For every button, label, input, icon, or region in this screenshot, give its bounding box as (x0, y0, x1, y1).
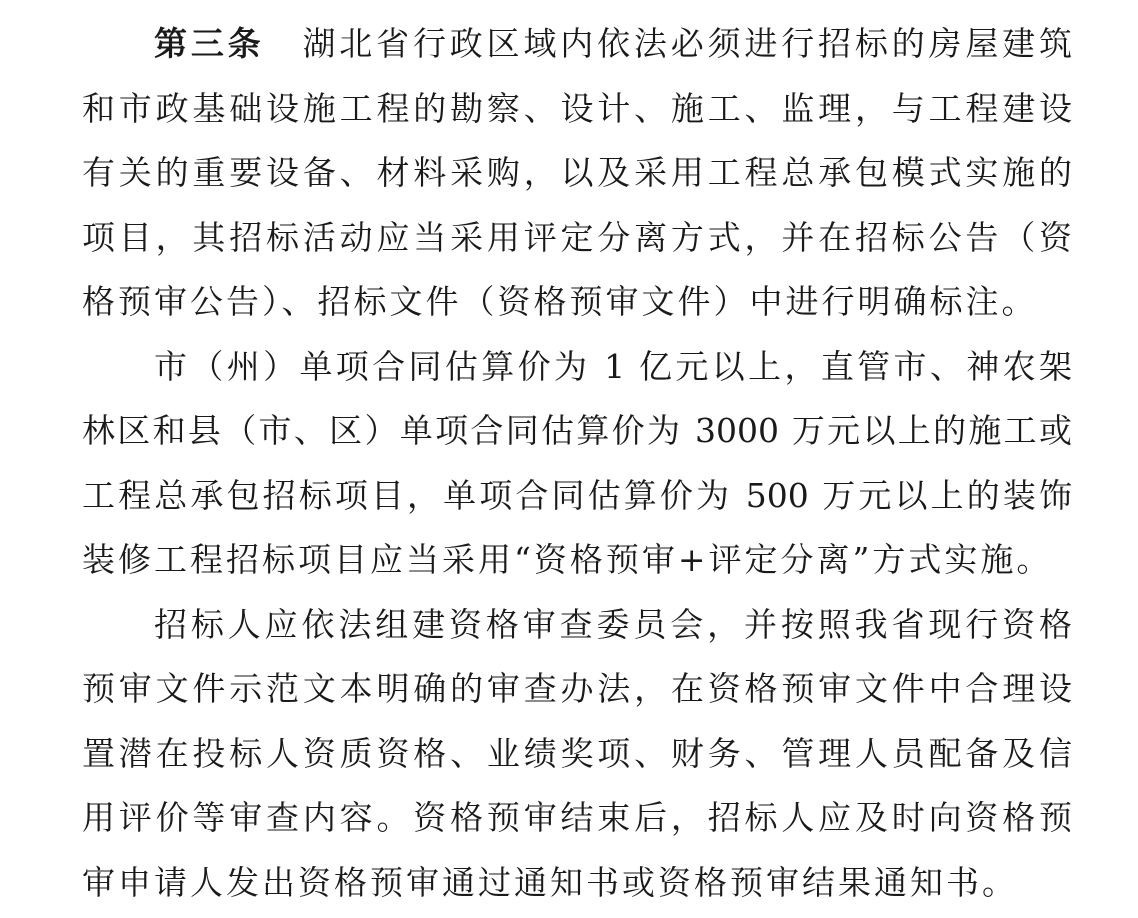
paragraph-line: 招标人应依法组建资格审查委员会，并按照我省现行资格 (154, 604, 1072, 644)
article-label: 第三条 (154, 24, 265, 63)
paragraph-line (82, 12, 1072, 77)
paragraph-line: 林区和县（市、区）单项合同估算价为 3000 万元以上的施工或 (82, 411, 1072, 450)
paragraph-1 (82, 12, 1072, 335)
paragraph-line: 工程总承包招标项目，单项合同估算价为 500 万元以上的装饰 (82, 475, 1072, 515)
line-text: 湖北省行政区域内依法必须进行招标的房屋建筑 (302, 24, 1073, 63)
document-page (82, 12, 1072, 915)
paragraph-line: 用评价等审查内容。资格预审结束后，招标人应及时向资格预 (82, 798, 1072, 837)
paragraph-line: 装修工程招标项目应当采用“资格预审+评定分离”方式实施。 (82, 540, 1053, 579)
paragraph-line: 置潜在投标人资质资格、业绩奖项、财务、管理人员配备及信 (82, 733, 1072, 773)
paragraph-line: 项目，其招标活动应当采用评定分离方式，并在招标公告（资 (82, 217, 1072, 257)
paragraph-line: 有关的重要设备、材料采购，以及采用工程总承包模式实施的 (82, 153, 1072, 192)
paragraph-line: 市（州）单项合同估算价为 1 亿元以上，直管市、神农架 (154, 346, 1072, 386)
paragraph-3 (82, 593, 1072, 916)
paragraph-line: 审申请人发出资格预审通过通知书或资格预审结果通知书。 (82, 862, 1018, 902)
paragraph-2 (82, 335, 1072, 593)
paragraph-line: 格预审公告）、招标文件（资格预审文件）中进行明确标注。 (82, 282, 1038, 321)
paragraph-line: 和市政基础设施工程的勘察、设计、施工、监理，与工程建设 (82, 88, 1072, 128)
paragraph-line: 预审文件示范文本明确的审查办法，在资格预审文件中合理设 (82, 669, 1072, 708)
